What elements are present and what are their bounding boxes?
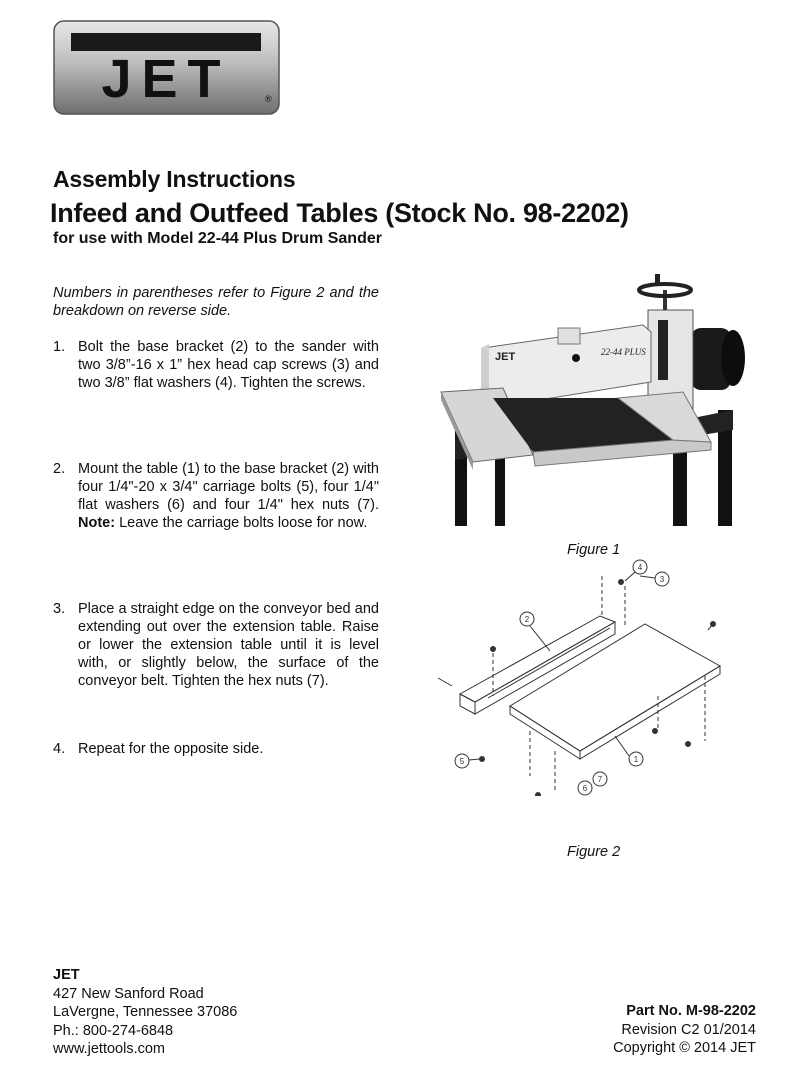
step-number: 3.: [53, 601, 66, 617]
callout-label: 7: [597, 775, 603, 784]
callout-1: [615, 736, 643, 766]
callout-label: 2: [524, 615, 530, 624]
address-street: 427 New Sanford Road: [53, 985, 204, 1002]
revision: Revision C2 01/2014: [621, 1021, 756, 1038]
figure-1-drum-sander: [433, 270, 753, 526]
callout-4: [625, 560, 647, 581]
document-info: [613, 1002, 756, 1058]
step-4: [53, 740, 379, 758]
step-3: [53, 600, 379, 690]
step-text-b: Leave the carriage bolts loose for now.: [119, 515, 368, 531]
machine-brand: JET: [495, 351, 516, 363]
page-subtitle: Infeed and Outfeed Tables (Stock No. 98-2202): [50, 198, 629, 228]
registered-mark: ®: [265, 94, 272, 104]
address-city: LaVergne, Tennessee 37086: [53, 1004, 238, 1020]
step-number: 1.: [53, 339, 66, 355]
figure-2-caption: Figure 2: [567, 844, 621, 860]
step-text: Place a straight edge on the conveyor bed and extending out over the extension table. Raise or lower the extension table until it is level with, or slightly below, the surface of the conveyor belt. Tighten the hex nuts (7).: [78, 601, 379, 689]
page-title: Assembly Instructions: [53, 166, 296, 192]
step-text: Repeat for the opposite side.: [78, 741, 264, 757]
callout-label: 1: [633, 755, 639, 764]
step-number: 4.: [53, 741, 66, 757]
step-text: [78, 460, 379, 532]
step-text-a: Mount the table (1) to the base bracket (2) with four 1/4"-20 x 3/4" carriage bolts (5), four 1/4" flat washers (6) and four 1/4" hex nuts (7).: [78, 461, 379, 513]
copyright: Copyright © 2014 JET: [613, 1040, 756, 1056]
model-line: for use with Model 22-44 Plus Drum Sander: [53, 230, 382, 247]
step-number: 2.: [53, 461, 66, 477]
machine-model-label: 22-44 PLUS: [601, 347, 646, 357]
callout-5: [455, 754, 480, 768]
callout-label: 6: [582, 784, 588, 793]
callout-label: 4: [637, 563, 643, 572]
logo-text: JET: [101, 49, 231, 109]
intro-text: Numbers in parentheses refer to Figure 2 and the breakdown on reverse side.: [53, 285, 379, 319]
company-address: [53, 966, 237, 1059]
step-2: [53, 460, 379, 532]
callout-label: 5: [459, 757, 465, 766]
part-number: Part No. M-98-2202: [626, 1003, 756, 1019]
figure-1-caption: Figure 1: [567, 542, 621, 558]
jet-logo: [53, 20, 280, 115]
figure-2-exploded-view: [430, 556, 730, 796]
step-text: Bolt the base bracket (2) to the sander with two 3/8”-16 x 1” hex head cap screws (3) and two 3/8” flat washers (4). Tighten the screws.: [78, 339, 379, 391]
note-label: Note:: [78, 515, 116, 531]
website-link[interactable]: www.jettools.com: [53, 1041, 166, 1057]
callout-3: [640, 572, 669, 586]
callout-label: 3: [659, 575, 665, 584]
phone-number: Ph.: 800-274-6848: [53, 1022, 174, 1039]
step-1: [53, 338, 379, 392]
company-name: JET: [53, 967, 80, 983]
